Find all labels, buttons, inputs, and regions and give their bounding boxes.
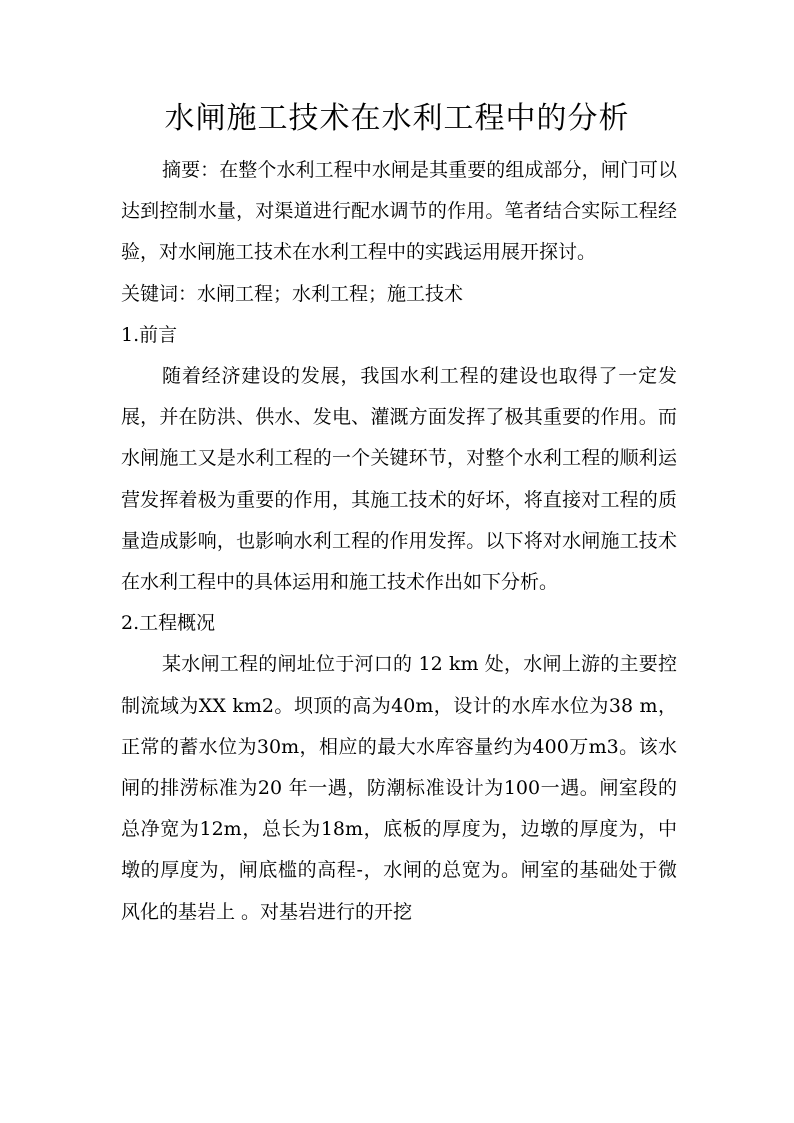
abstract-paragraph: 摘要：在整个水利工程中水闸是其重要的组成部分，闸门可以达到控制水量，对渠道进行配水调节的作用。笔者结合实际工程经验，对水闸施工技术在水利工程中的实践运用展开探讨。 bbox=[121, 159, 677, 264]
document-body bbox=[121, 150, 677, 933]
introduction-paragraph: 随着经济建设的发展，我国水利工程的建设也取得了一定发展，并在防洪、供水、发电、灌溉方面发挥了极其重要的作用。而水闸施工又是水利工程的一个关键环节，对整个水利工程的顺利运营发挥着极为重要的作用，其施工技术的好坏，将直接对工程的质量造成影响，也影响水利工程的作用发挥。以下将对水闸施工技术在水利工程中的具体运用和施工技术作出如下分析。 bbox=[121, 365, 677, 594]
keywords-line: 关键词：水闸工程；水利工程；施工技术 bbox=[121, 282, 464, 305]
project-overview-paragraph: 某水闸工程的闸址位于河口的 12 km 处，水闸上游的主要控制流域为XX km2。坝顶的高为40m，设计的水库水位为38 m，正常的蓄水位为30m，相应的最大水库容量约为400万m3。该水闸的排涝标准为20 年一遇，防潮标准设计为100一遇。闸室段的总净宽为12m，总长为18m，底板的厚度为，边墩的厚度为，中墩的厚度为，闸底槛的高程-，水闸的总宽为。闸室的基础处于微风化的基岩上 。对基岩进行的开挖 bbox=[121, 653, 677, 923]
document-title: 水闸施工技术在水利工程中的分析 bbox=[164, 101, 630, 136]
section-heading-introduction: 1.前言 bbox=[121, 323, 178, 346]
section-heading-project-overview: 2.工程概况 bbox=[121, 612, 216, 635]
